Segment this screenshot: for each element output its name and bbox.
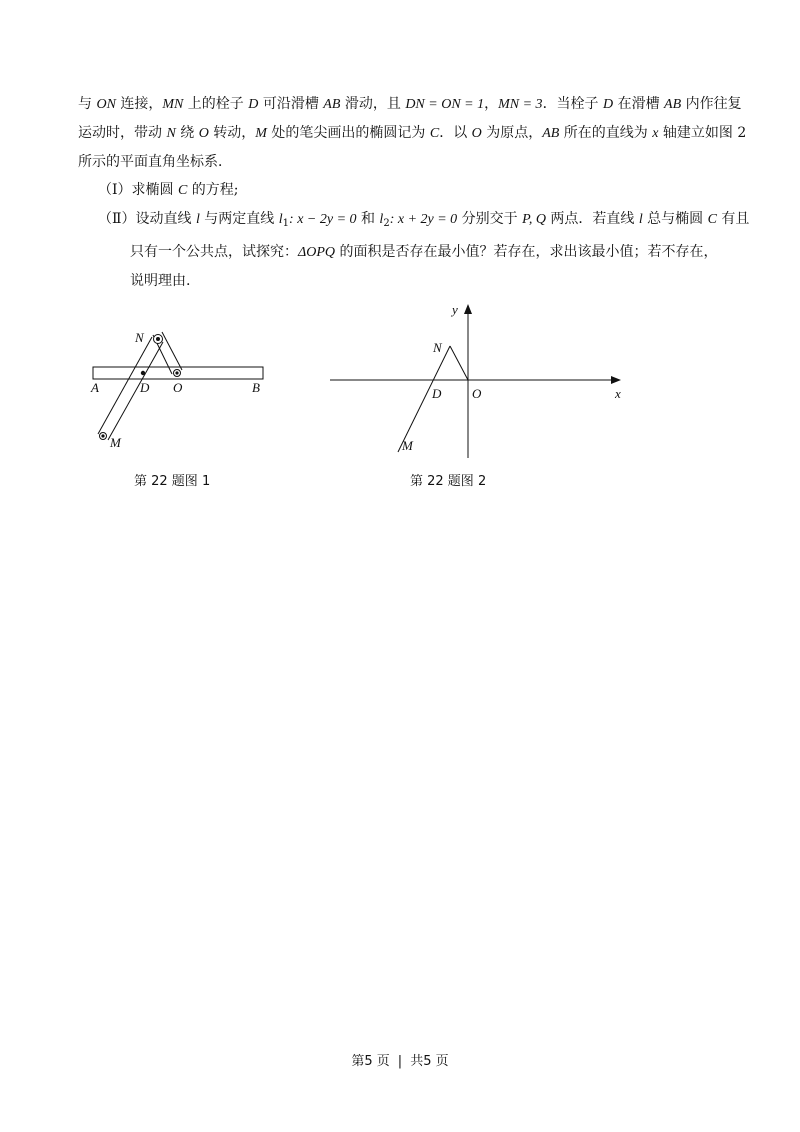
text-segment: 转动， — [208, 125, 256, 141]
text-segment: 处的笔尖画出的椭圆记为 — [266, 125, 430, 141]
segment-NO — [450, 346, 468, 380]
pin-N-center — [156, 337, 160, 341]
label-N: N — [433, 340, 442, 355]
math-var: C — [707, 212, 717, 227]
rod-NM-edge — [108, 342, 163, 440]
math-var: x — [652, 126, 659, 141]
page-total: 共5 页 — [410, 1054, 449, 1069]
text-segment: 内作往复 — [681, 96, 742, 112]
figure-2-caption: 第 22 题图 2 — [410, 474, 487, 489]
problem-line-3: 所示的平面直角坐标系． — [78, 154, 232, 170]
math-var: O — [198, 126, 209, 141]
text-segment: 和 — [356, 211, 380, 227]
pin-M-center — [101, 434, 104, 437]
y-axis-arrow — [464, 304, 472, 314]
text-segment: ．当栓子 — [542, 96, 604, 112]
text-segment: 分别交于 — [457, 211, 523, 227]
rod-NO-edge — [162, 332, 182, 370]
label-D: D — [432, 386, 442, 401]
text-segment: 为原点， — [481, 125, 543, 141]
text-segment: 有且 — [716, 211, 750, 227]
text-segment: 轴建立如图 2 — [658, 125, 747, 141]
label-D: D — [140, 380, 150, 395]
text-segment: 的方程; — [187, 182, 239, 198]
label-x: x — [615, 386, 621, 401]
math-var: AB — [323, 97, 341, 112]
text-segment: 所在的直线为 — [559, 125, 653, 141]
text-segment: 连接， — [115, 96, 163, 112]
text-segment: 运动时，带动 — [78, 125, 167, 141]
math-var: AB — [664, 97, 682, 112]
math-var: C — [429, 126, 440, 141]
text-segment: 可沿滑槽 — [258, 96, 324, 112]
page-footer — [0, 1050, 800, 1069]
label-M: M — [110, 435, 121, 450]
figure-1-diagram — [88, 322, 278, 452]
footer-separator: | — [397, 1054, 403, 1069]
text-segment: 绕 — [175, 125, 199, 141]
question-2-line-3: 说明理由. — [130, 273, 191, 289]
math-var: ON — [96, 97, 116, 112]
math-var: AB — [542, 126, 560, 141]
math-var: MN — [162, 97, 184, 112]
text-segment: 上的栓子 — [183, 96, 249, 112]
math-var: l — [278, 212, 283, 227]
figure-1-caption: 第 22 题图 1 — [134, 474, 211, 489]
text-segment: 滑动，且 — [340, 96, 406, 112]
page-number: 第5 页 — [351, 1054, 390, 1069]
text-segment: 与 — [78, 96, 97, 112]
text-segment: 与两定直线 — [199, 211, 279, 227]
pin-D — [141, 371, 145, 375]
math-var: l — [379, 212, 384, 227]
problem-text — [78, 90, 750, 295]
label-O: O — [173, 380, 183, 395]
math-equation: : x − 2y = 0 — [289, 212, 357, 227]
math-subscript: 2 — [383, 218, 390, 229]
text-segment: 的面积是否存在最小值？若存在，求出该最小值；若不存在， — [335, 244, 718, 260]
math-var: l — [638, 212, 643, 227]
text-segment: 只有一个公共点，试探究： — [130, 244, 298, 260]
math-var: P, Q — [522, 212, 546, 227]
question-2-line-2 — [78, 238, 728, 267]
label-N: N — [135, 330, 144, 345]
x-axis-arrow — [611, 376, 621, 384]
math-var: O — [471, 126, 482, 141]
math-var: ΔOPQ — [298, 245, 335, 260]
label-M: M — [402, 438, 413, 453]
math-equation: : x + 2y = 0 — [389, 212, 458, 227]
math-var: D — [603, 97, 614, 112]
text-segment: ， — [484, 96, 499, 112]
pin-O-center — [175, 371, 178, 374]
label-y: y — [452, 302, 458, 317]
segment-NM — [398, 346, 450, 452]
math-var: l — [195, 212, 200, 227]
question-1 — [78, 176, 728, 205]
label-B: B — [252, 380, 260, 395]
problem-line-2 — [78, 119, 747, 148]
math-var: D — [248, 97, 259, 112]
math-var: N — [166, 126, 176, 141]
text-segment: 在滑槽 — [613, 96, 665, 112]
math-equation: MN = 3 — [498, 97, 543, 112]
text-segment: （Ⅱ）设动直线 — [98, 211, 196, 227]
text-segment: （Ⅰ）求椭圆 — [98, 182, 178, 198]
question-2 — [78, 205, 750, 238]
label-A: A — [91, 380, 99, 395]
problem-line-1 — [78, 90, 742, 119]
math-var: M — [255, 126, 267, 141]
math-equation: DN = ON = 1 — [405, 97, 485, 112]
math-var: C — [177, 183, 188, 198]
text-segment: ．以 — [439, 125, 472, 141]
figure-2-diagram — [325, 300, 630, 460]
label-O: O — [472, 386, 482, 401]
text-segment: 两点．若直线 — [545, 211, 639, 227]
math-subscript: 1 — [282, 218, 290, 229]
text-segment: 总与椭圆 — [642, 211, 708, 227]
